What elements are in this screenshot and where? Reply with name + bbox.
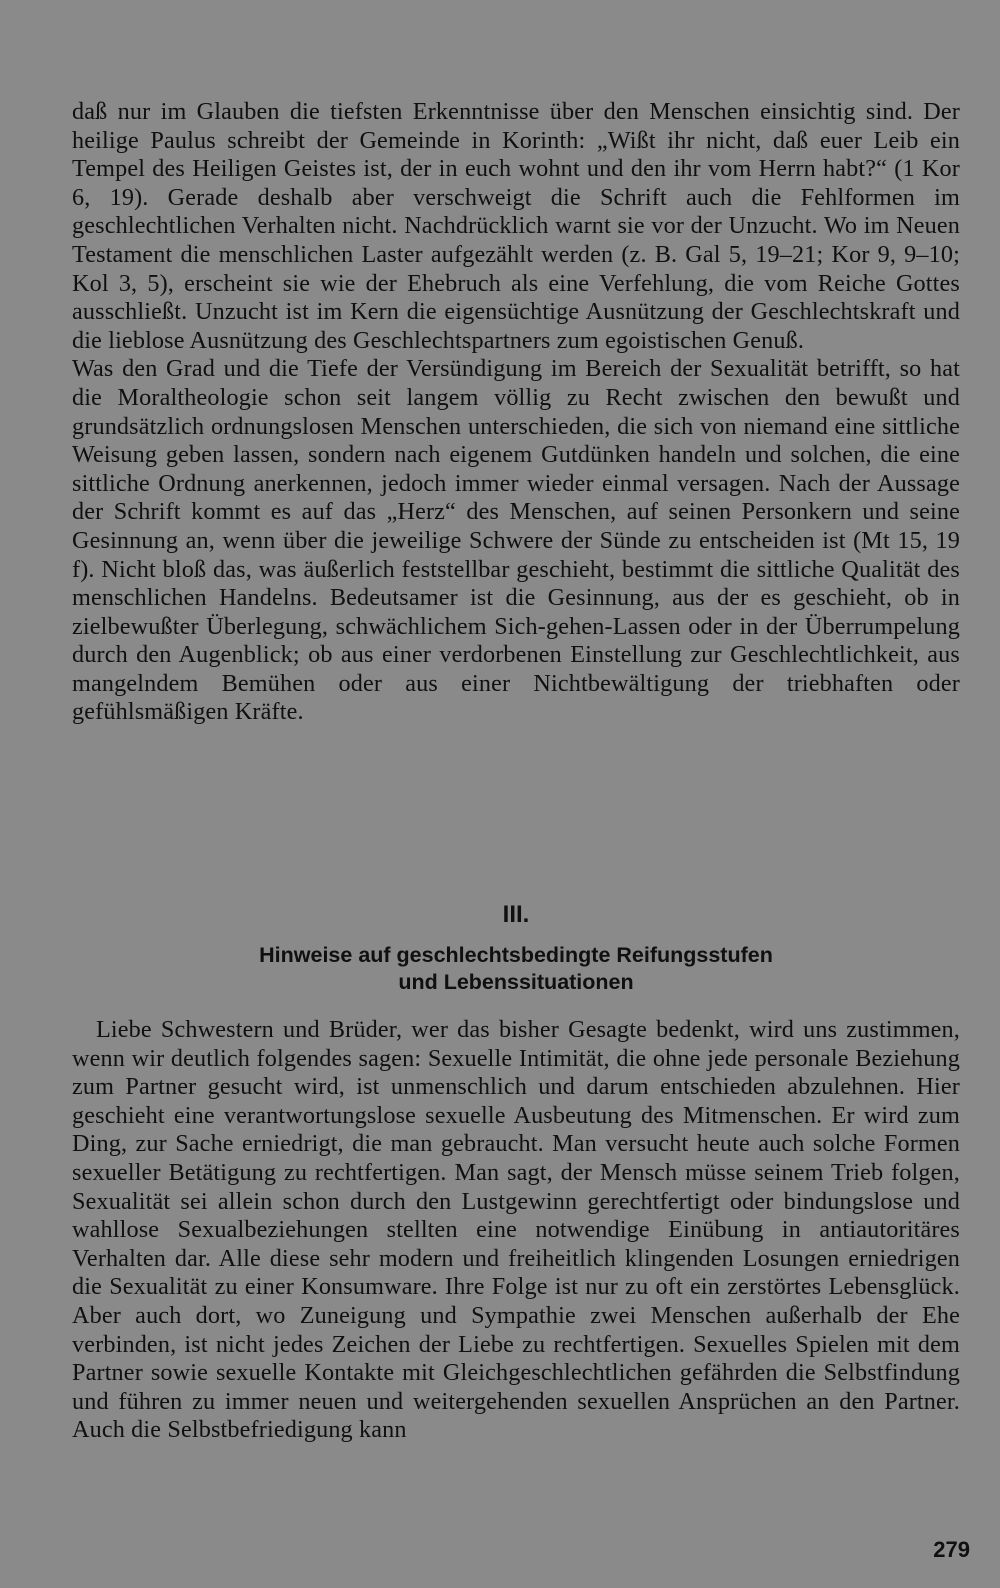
paragraph-liebe-schwestern: Liebe Schwestern und Brüder, wer das bisher Gesagte bedenkt, wird uns zustimmen, wenn wir deutlich folgendes sagen: Sexuelle Intimität, die ohne jede personale Beziehung zum Partner gesucht wird, ist unmenschlich und darum entschieden abzulehnen. Hier geschieht eine verantwortungslose sexuelle Ausbeutung des Mitmenschen. Er wird zum Ding, zur Sache erniedrigt, die man gebraucht. Man versucht heute auch solche Formen sexueller Betätigung zu rechtfertigen. Man sagt, der Mensch müsse seinem Trieb folgen, Sexualität sei allein schon durch den Lustgewinn gerechtfertigt oder bindungslose und wahllose Sexualbeziehungen stellten eine notwendige Einübung in antiautoritäres Verhalten dar. Alle diese sehr modern und freiheitlich klingenden Losungen erniedrigen die Sexualität zu einer Konsumware. Ihre Folge ist nur zu oft ein zerstörtes Lebensglück. Aber auch dort, wo Zuneigung und Sympathie zwei Menschen außerhalb der Ehe verbinden, ist nicht jedes Zeichen der Liebe zu rechtfertigen. Sexuelles Spielen mit dem Partner sowie sexuelle Kontakte mit Gleichgeschlechtlichen gefährden die Selbstfindung und führen zu immer neuen und weitergehenden sexuellen Ansprüchen an den Partner. Auch die Selbstbefriedigung kann bbox=[72, 1016, 960, 1444]
page-number: 279 bbox=[933, 1537, 970, 1562]
lower-text-block bbox=[72, 1016, 960, 1445]
section-title bbox=[72, 942, 960, 996]
section-title-line2: und Lebenssituationen bbox=[398, 970, 634, 994]
upper-text-block bbox=[72, 98, 960, 727]
paragraph-moraltheologie: Was den Grad und die Tiefe der Versündigung im Bereich der Sexualität betrifft, so hat die Moraltheologie schon seit langem völlig zu Recht zwischen den bewußt und grundsätzlich ordnungslosen Menschen unterschieden, die sich von niemand eine sittliche Weisung geben lassen, sondern nach eigenem Gutdünken handeln und solchen, die eine sittliche Ordnung anerkennen, jedoch immer wieder einmal versagen. Nach der Aussage der Schrift kommt es auf das „Herz“ des Menschen, auf seinen Personkern und seine Gesinnung an, wenn über die jeweilige Schwere der Sünde zu entscheiden ist (Mt 15, 19 f). Nicht bloß das, was äußerlich feststellbar geschieht, bestimmt die sittliche Qualität des menschlichen Handelns. Bedeutsamer ist die Gesinnung, aus der es geschieht, ob in zielbewußter Überlegung, schwächlichem Sich-gehen-Lassen oder in der Überrumpelung durch den Augenblick; ob aus einer verdorbenen Einstellung zur Geschlechtlichkeit, aus mangelndem Bemühen oder aus einer Nichtbewältigung der triebhaften oder gefühlsmäßigen Kräfte. bbox=[72, 355, 960, 726]
section-heading bbox=[72, 900, 960, 996]
paragraph-continuation: daß nur im Glauben die tiefsten Erkenntnisse über den Menschen einsichtig sind. Der heilige Paulus schreibt der Gemeinde in Korinth: „Wißt ihr nicht, daß euer Leib ein Tempel des Heiligen Geistes ist, der in euch wohnt und den ihr vom Herrn habt?“ (1 Kor 6, 19). Gerade deshalb aber verschweigt die Schrift auch die Fehlformen im geschlechtlichen Verhalten nicht. Nachdrücklich warnt sie vor der Unzucht. Wo im Neuen Testament die menschlichen Laster aufgezählt werden (z. B. Gal 5, 19–21; Kor 9, 9–10; Kol 3, 5), erscheint sie wie der Ehebruch als eine Verfehlung, die vom Reiche Gottes ausschließt. Unzucht ist im Kern die eigensüchtige Ausnützung der Geschlechtskraft und die lieblose Ausnützung des Geschlechtspartners zum egoistischen Genuß. bbox=[72, 98, 960, 354]
section-title-line1: Hinweise auf geschlechtsbedingte Reifungsstufen bbox=[259, 943, 773, 967]
section-number: III. bbox=[502, 901, 530, 928]
